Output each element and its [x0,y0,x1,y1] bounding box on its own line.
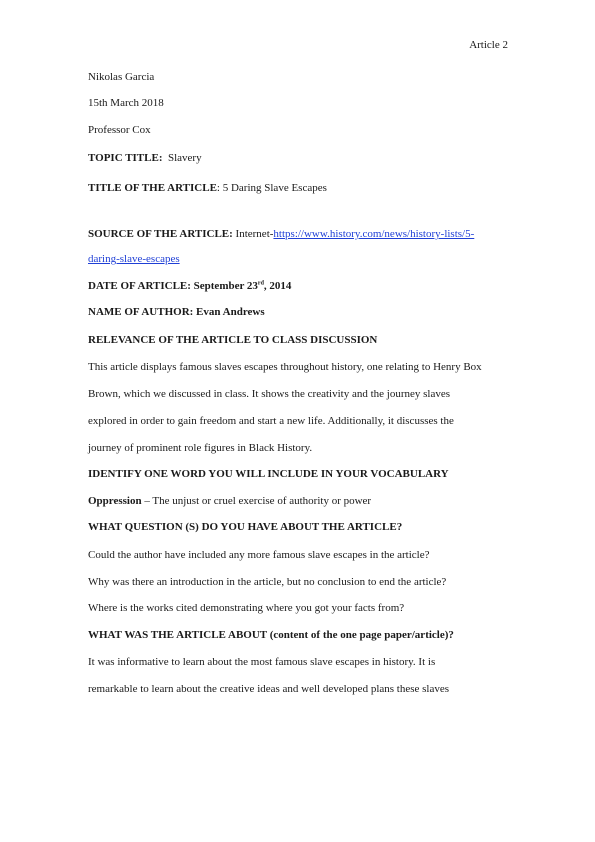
article-date-year: , 2014 [263,280,292,292]
submission-date: 15th March 2018 [88,97,164,109]
relevance-line-4: journey of prominent role figures in Black History. [88,442,313,454]
student-name: Nikolas Garcia [88,71,155,83]
author-row: NAME OF AUTHOR: Evan Andrews [88,306,265,318]
topic-title-row [88,151,515,165]
professor-name: Professor Cox [88,124,151,136]
question-line-2: Why was there an introduction in the article, but no conclusion to end the article? [88,576,447,588]
page-header-label: Article 2 [469,39,508,51]
topic-title-value: Slavery [167,152,202,164]
source-link[interactable]: https://www.history.com/news/history-lists/5- [273,228,475,240]
relevance-line-3: explored in order to gain freedom and start a new life. Additionally, it discusses the [88,415,454,427]
question-line-3: Where is the works cited demonstrating where you got your facts from? [88,602,405,614]
about-line-2: remarkable to learn about the creative ideas and well developed plans these slaves [88,683,450,695]
date-ordinal: rd [257,280,264,287]
about-heading: WHAT WAS THE ARTICLE ABOUT (content of the one page paper/article)? [88,629,454,641]
article-date-label: DATE OF ARTICLE: September 23 [88,280,258,292]
article-title-value: : 5 Daring Slave Escapes [216,182,327,194]
article-date-row [88,279,515,293]
article-title-row [88,181,515,195]
source-link-continued[interactable]: daring-slave-escapes [88,253,180,265]
source-label: SOURCE OF THE ARTICLE: [88,228,233,240]
vocabulary-heading: IDENTIFY ONE WORD YOU WILL INCLUDE IN YOUR VOCABULARY [88,468,449,480]
source-row-continued [88,252,515,266]
vocabulary-word: Oppression [88,495,142,507]
about-line-1: It was informative to learn about the most famous slave escapes in history. It is [88,656,436,668]
questions-heading: WHAT QUESTION (S) DO YOU HAVE ABOUT THE ARTICLE? [88,521,403,533]
article-title-label: TITLE OF THE ARTICLE [88,182,217,194]
relevance-line-1: This article displays famous slaves escapes throughout history, one relating to Henry Box [88,361,482,373]
source-prefix: Internet- [232,228,274,240]
source-row [88,227,515,241]
question-line-1: Could the author have included any more famous slave escapes in the article? [88,549,430,561]
vocabulary-row [88,494,515,508]
topic-title-label: TOPIC TITLE: [88,152,163,164]
vocabulary-definition: – The unjust or cruel exercise of authority or power [141,495,372,507]
relevance-line-2: Brown, which we discussed in class. It shows the creativity and the journey slaves [88,388,451,400]
relevance-heading: RELEVANCE OF THE ARTICLE TO CLASS DISCUSSION [88,334,378,346]
